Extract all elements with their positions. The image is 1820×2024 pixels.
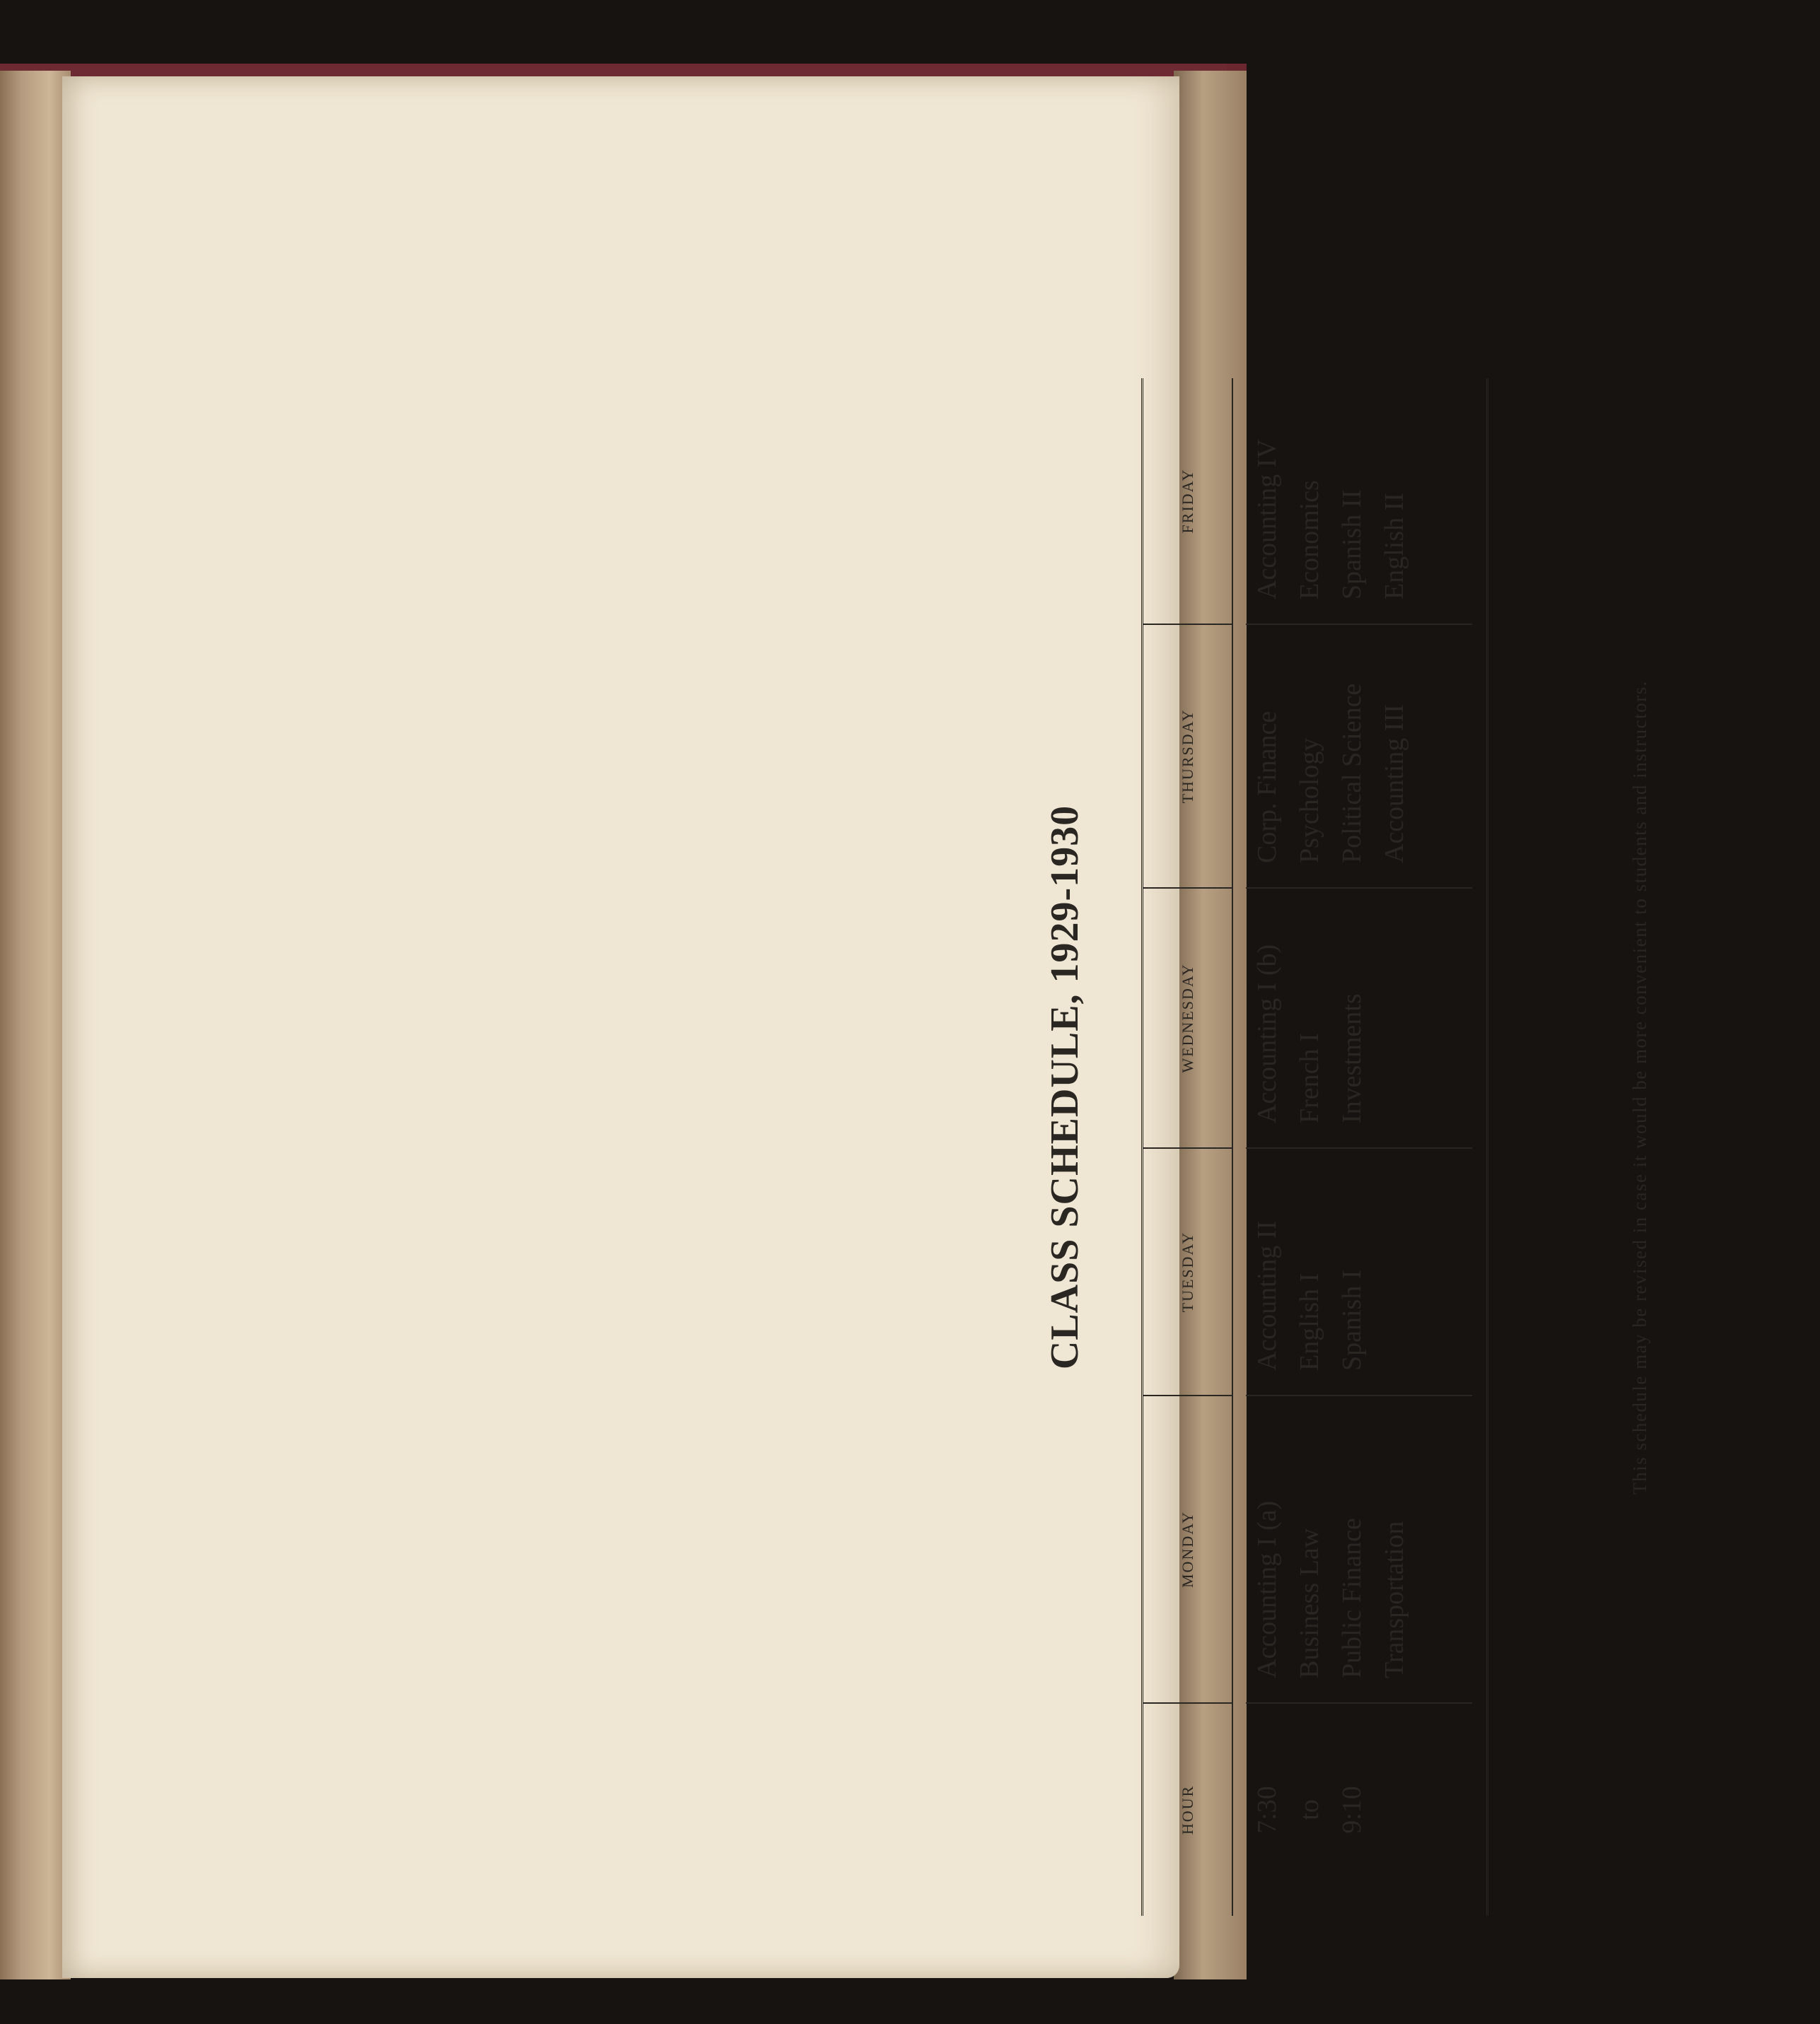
header-wednesday: WEDNESDAY [1143, 889, 1232, 1149]
header-monday: MONDAY [1143, 1396, 1232, 1704]
friday-cell [1246, 378, 1472, 625]
course-item: Political Science [1337, 683, 1367, 863]
thursday-cell [1246, 625, 1472, 889]
course-item: Corp. Finance [1252, 710, 1282, 863]
course-item: Psychology [1295, 737, 1324, 863]
header-hour: HOUR [1178, 1784, 1196, 1835]
header-tuesday: TUESDAY [1143, 1149, 1232, 1396]
course-item: Accounting I (a) [1252, 1500, 1282, 1678]
schedule-footnote: This schedule may be revised in case it would be more convenient to students and instructors. [1629, 680, 1650, 1494]
course-item: Accounting III [1379, 704, 1409, 863]
book-page [62, 76, 1650, 1978]
course-item: Business Law [1295, 1528, 1324, 1678]
header-divider [1232, 378, 1233, 1916]
schedule-table [1141, 378, 1488, 1916]
table-header-row [1143, 378, 1232, 1916]
header-thursday: THURSDAY [1143, 625, 1232, 889]
course-item: Accounting I (b) [1252, 944, 1282, 1123]
course-item: Public Finance [1337, 1518, 1367, 1678]
hour-end: 9:10 [1337, 1786, 1367, 1834]
course-item: Economics [1295, 480, 1324, 599]
course-item: Spanish II [1337, 489, 1367, 599]
monday-cell [1246, 1396, 1472, 1704]
header-friday: FRIDAY [1143, 378, 1232, 625]
course-item: English I [1295, 1273, 1324, 1371]
wednesday-cell [1246, 889, 1472, 1149]
schedule-title: CLASS SCHEDULE, 1929-1930 [1043, 805, 1087, 1370]
page-stack-left [0, 71, 71, 1979]
course-item: Accounting II [1252, 1220, 1282, 1371]
hour-cell [1246, 1704, 1486, 1916]
hour-start: 7:30 [1252, 1786, 1282, 1834]
rotated-content [1042, 182, 1820, 1992]
hour-to: to [1295, 1799, 1324, 1820]
course-item: French I [1295, 1033, 1324, 1123]
tuesday-cell [1246, 1149, 1472, 1396]
course-item: English II [1379, 493, 1409, 599]
table-body-row [1232, 378, 1486, 1916]
course-item: Investments [1337, 993, 1367, 1123]
course-item: Transportation [1379, 1521, 1409, 1678]
book-cover-edge [0, 64, 1247, 78]
course-item: Spanish I [1337, 1270, 1367, 1371]
course-item: Accounting IV [1252, 439, 1282, 599]
